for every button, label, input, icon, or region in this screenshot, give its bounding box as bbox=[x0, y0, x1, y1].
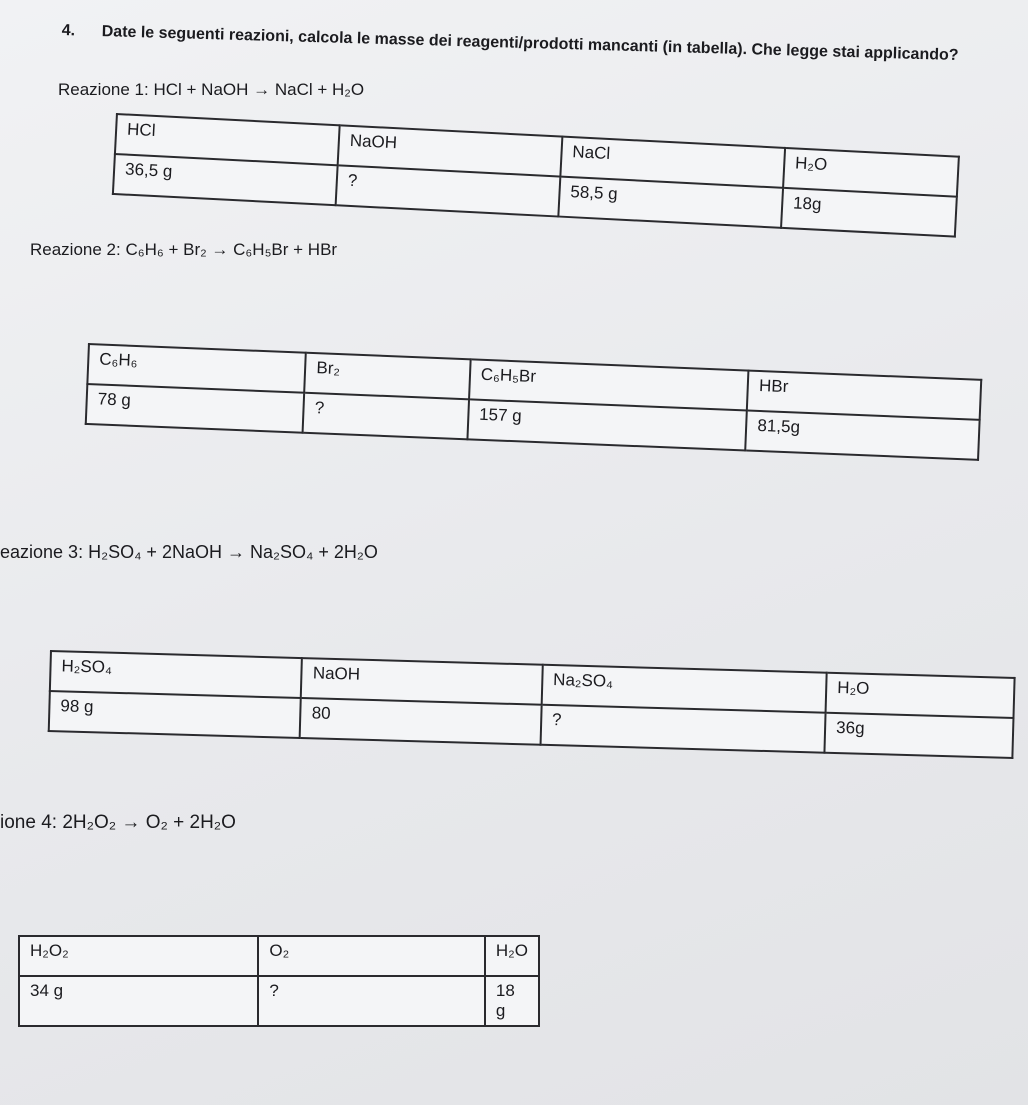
r1-col-h2o: H₂O bbox=[783, 148, 959, 197]
r2-col-c6h5br: C₆H₅Br bbox=[469, 359, 749, 410]
r2-mass-c6h5br: 157 g bbox=[467, 399, 747, 450]
reaction-2-label: Reazione 2: bbox=[30, 240, 121, 259]
question-number: 4. bbox=[61, 22, 76, 40]
reaction-3-equation: H₂SO₄ + 2NaOH → Na₂SO₄ + 2H₂O bbox=[88, 542, 378, 562]
r3-col-na2so4: Na₂SO₄ bbox=[541, 665, 826, 713]
reaction-3-line bbox=[0, 542, 378, 563]
r4-mass-h2o2: 34 g bbox=[19, 976, 258, 1026]
r3-mass-na2so4[interactable]: ? bbox=[540, 705, 825, 753]
r1-mass-naoh[interactable]: ? bbox=[336, 165, 561, 216]
r1-mass-h2o: 18g bbox=[781, 188, 957, 237]
question-prompt: Date le seguenti reazioni, calcola le masse dei reagenti/prodotti mancanti (in tabella). Che legge stai applicando? bbox=[101, 23, 959, 65]
r4-col-o2: O₂ bbox=[258, 936, 485, 976]
r3-col-naoh: NaOH bbox=[301, 658, 542, 705]
reaction-4-table bbox=[18, 935, 540, 1027]
r2-col-br2: Br₂ bbox=[304, 353, 470, 400]
r2-mass-c6h6: 78 g bbox=[86, 384, 305, 433]
r1-col-hcl: HCl bbox=[115, 114, 340, 165]
reaction-2-line bbox=[30, 240, 337, 260]
r4-col-h2o: H₂O bbox=[485, 936, 539, 976]
r3-col-h2so4: H₂SO₄ bbox=[50, 651, 302, 698]
r3-col-h2o: H₂O bbox=[826, 673, 1015, 718]
reaction-1-label: Reazione 1: bbox=[58, 80, 149, 99]
r4-mass-o2[interactable]: ? bbox=[258, 976, 485, 1026]
r4-mass-h2o: 18 g bbox=[485, 976, 539, 1026]
reaction-1-equation: HCl + NaOH → NaCl + H₂O bbox=[153, 80, 365, 99]
reaction-2-equation: C₆H₆ + Br₂ → C₆H₅Br + HBr bbox=[125, 240, 338, 259]
r2-mass-br2[interactable]: ? bbox=[303, 393, 469, 440]
reaction-4-label: ione 4: bbox=[0, 812, 58, 833]
r1-mass-nacl: 58,5 g bbox=[558, 177, 783, 228]
r3-mass-h2so4: 98 g bbox=[49, 691, 301, 738]
reaction-1-line bbox=[58, 80, 364, 100]
reaction-4-equation: 2H₂O₂ → O₂ + 2H₂O bbox=[62, 812, 236, 833]
r2-mass-hbr: 81,5g bbox=[745, 411, 979, 460]
r2-col-c6h6: C₆H₆ bbox=[87, 344, 306, 393]
r3-mass-naoh: 80 bbox=[300, 698, 541, 745]
r1-col-naoh: NaOH bbox=[338, 125, 563, 176]
r4-col-h2o2: H₂O₂ bbox=[19, 936, 258, 976]
r3-mass-h2o: 36g bbox=[824, 713, 1013, 758]
r1-col-nacl: NaCl bbox=[560, 137, 785, 188]
r2-col-hbr: HBr bbox=[747, 371, 981, 420]
r1-mass-hcl: 36,5 g bbox=[113, 154, 338, 205]
reaction-4-line bbox=[0, 812, 236, 834]
reaction-3-label: eazione 3: bbox=[0, 542, 84, 562]
